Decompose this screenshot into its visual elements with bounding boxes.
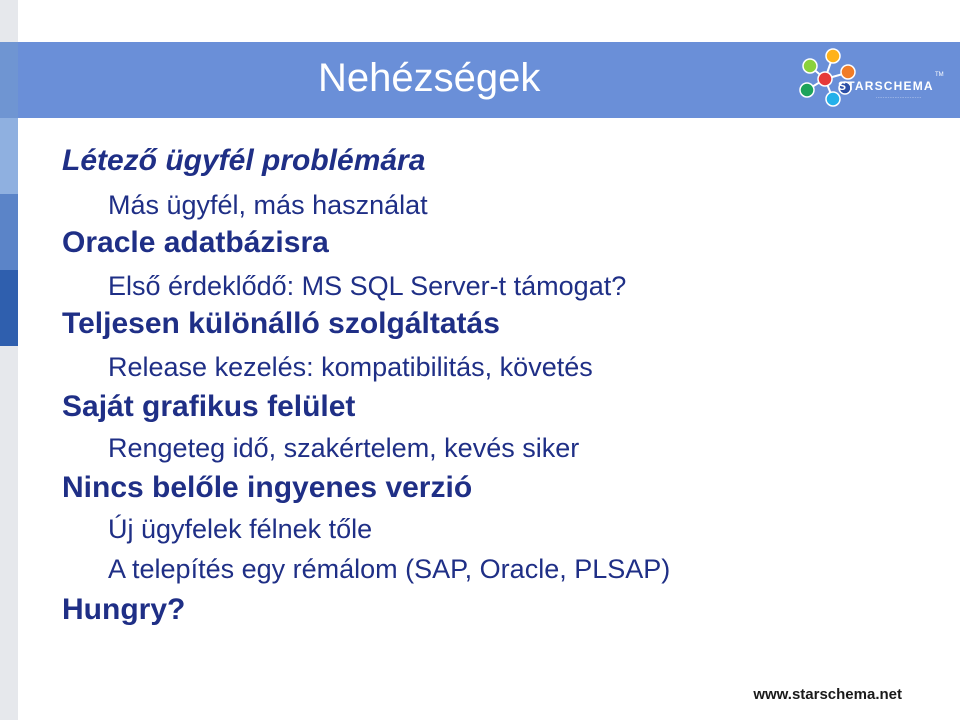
logo-tagline: ........................... [876, 94, 922, 100]
bullet-level1-2: Oracle adatbázisra [62, 226, 329, 259]
bullet-level1-3: Teljesen különálló szolgáltatás [62, 307, 500, 340]
bullet-level1-5: Nincs belőle ingyenes verzió [62, 471, 473, 504]
bullet-level1-4: Saját grafikus felület [62, 390, 356, 423]
slide-title: Nehézségek [318, 56, 541, 100]
bullet-level2-1: Más ügyfél, más használat [108, 190, 428, 220]
bullet-level2-2: Első érdeklődő: MS SQL Server-t támogat? [108, 271, 627, 301]
logo-wordmark: STARSCHEMA [838, 79, 934, 93]
bullet-level2-4: Rengeteg idő, szakértelem, kevés siker [108, 433, 580, 463]
bullet-level1-6: Hungry? [62, 593, 186, 626]
footer-website-link[interactable]: www.starschema.net [753, 686, 902, 703]
bullet-level2-5: Új ügyfelek félnek tőle [108, 514, 373, 544]
logo-trademark: TM [935, 72, 944, 78]
bullet-level2-6: A telepítés egy rémálom (SAP, Oracle, PLSAP) [108, 554, 671, 584]
bullet-level1-1: Létező ügyfél problémára [62, 144, 426, 177]
bullet-level2-3: Release kezelés: kompatibilitás, követés [108, 352, 593, 382]
